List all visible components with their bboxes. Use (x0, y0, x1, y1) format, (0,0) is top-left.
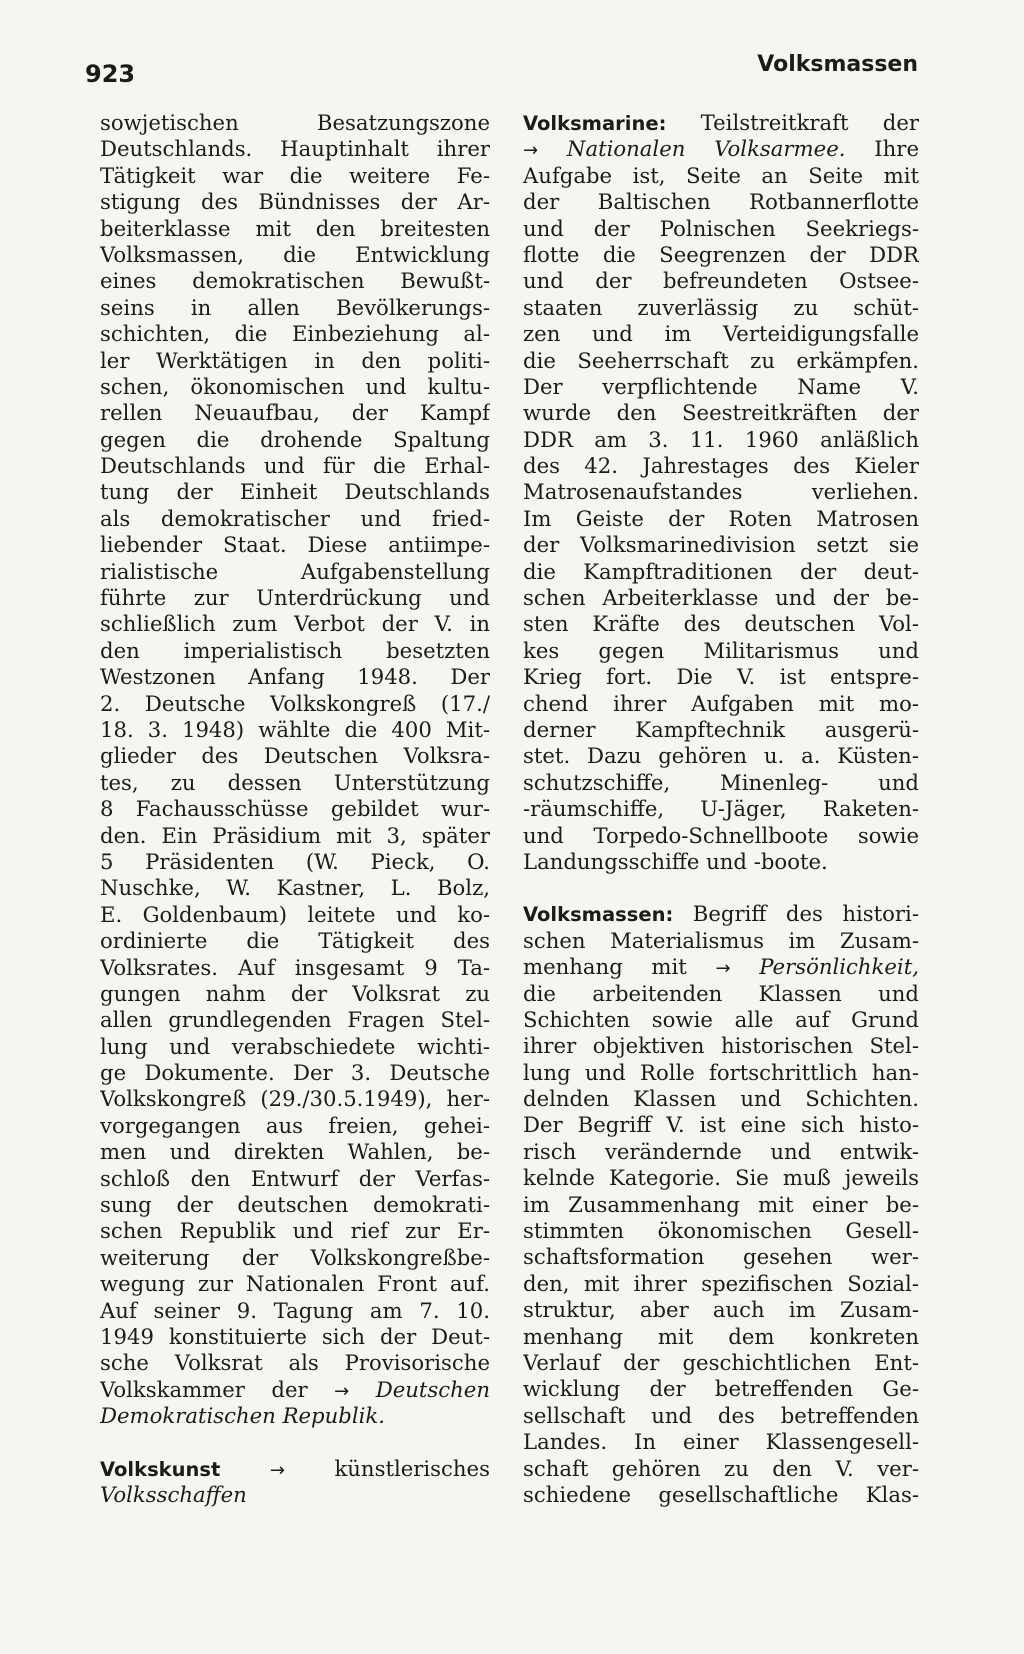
text-line: glieder des Deutschen Volksra- (100, 743, 490, 769)
text-line: ihrer objektiven historischen Stel- (523, 1033, 919, 1059)
text-line: Tätigkeit war die weitere Fe- (100, 162, 490, 188)
text-line (523, 954, 919, 980)
headword-volkskunst: Volkskunst (100, 1457, 221, 1481)
text-line (523, 110, 919, 136)
volksmassen-entry-body (523, 981, 919, 1509)
text-line (100, 1482, 490, 1508)
cross-reference-arrow-icon: → (715, 958, 731, 980)
volksmarine-entry-body (523, 163, 919, 876)
entry-gap (523, 875, 919, 901)
entry-gap (100, 1430, 490, 1456)
text-line: allen grundlegenden Fragen Stel- (100, 1007, 490, 1033)
text-line: 8 Fachausschüsse gebildet wur- (100, 796, 490, 822)
text-line: struktur, aber auch im Zusam- (523, 1297, 919, 1323)
text-line: sten Kräfte des deutschen Vol- (523, 611, 919, 637)
text-line (100, 1403, 490, 1429)
text-line: menhang mit dem konkreten (523, 1323, 919, 1349)
text-line: lung und Rolle fortschrittlich han- (523, 1059, 919, 1085)
text-line: delnden Klassen und Schichten. (523, 1086, 919, 1112)
text-line: schutzschiffe, Minenleg- und (523, 769, 919, 795)
text-line: des 42. Jahrestages des Kieler (523, 453, 919, 479)
text-line: gegen die drohende Spaltung (100, 426, 490, 452)
text-line: beiterklasse mit den breitesten (100, 215, 490, 241)
text-line: schen Republik und rief zur Er- (100, 1218, 490, 1244)
text-line: zen und im Verteidigungsfalle (523, 321, 919, 347)
text-fragment: Ihre (874, 136, 919, 162)
text-line: -räumschiffe, U-Jäger, Raketen- (523, 796, 919, 822)
text-line: schaft gehören zu den V. ver- (523, 1455, 919, 1481)
page-number: 923 (85, 60, 136, 88)
cross-reference-link[interactable]: Deutschen (375, 1376, 490, 1402)
text-line: DDR am 3. 11. 1960 anläßlich (523, 426, 919, 452)
text-line: ordinierte die Tätigkeit des (100, 928, 490, 954)
text-line: schen Arbeiterklasse und der be- (523, 585, 919, 611)
text-line: und Torpedo-Schnellboote sowie (523, 822, 919, 848)
text-line: die Kampftraditionen der deut- (523, 558, 919, 584)
text-line: Deutschlands. Hauptinhalt ihrer (100, 136, 490, 162)
text-line: lung und verabschiedete wichti- (100, 1033, 490, 1059)
text-line (100, 1456, 490, 1482)
text-line: die Seeherrschaft zu erkämpfen. (523, 347, 919, 373)
text-line: schließlich zum Verbot der V. in (100, 611, 490, 637)
text-line: der Volksmarinedivision setzt sie (523, 532, 919, 558)
text-line: sche Volksrat als Provisorische (100, 1350, 490, 1376)
text-line: stet. Dazu gehören u. a. Küsten- (523, 743, 919, 769)
text-line: tes, zu dessen Unterstützung (100, 769, 490, 795)
cross-reference-link[interactable]: Persönlichkeit, (759, 954, 919, 980)
cross-reference-link[interactable]: Demokratischen Republik. (100, 1403, 385, 1429)
left-column (100, 110, 490, 1508)
text-line: Schichten sowie alle auf Grund (523, 1006, 919, 1032)
text-line: Deutschlands und für die Erhal- (100, 453, 490, 479)
text-line: kelnde Kategorie. Sie muß jeweils (523, 1165, 919, 1191)
text-line: ge Dokumente. Der 3. Deutsche (100, 1060, 490, 1086)
text-fragment: künstlerisches (334, 1455, 490, 1481)
text-line: führte zur Unterdrückung und (100, 585, 490, 611)
text-line: ler Werktätigen in den politi- (100, 347, 490, 373)
text-line: wurde den Seestreitkräften der (523, 400, 919, 426)
text-line: kes gegen Militarismus und (523, 637, 919, 663)
cross-reference-link[interactable]: Nationalen Volksarmee. (566, 136, 846, 162)
text-line: Nuschke, W. Kastner, L. Bolz, (100, 875, 490, 901)
text-line: E. Goldenbaum) leitete und ko- (100, 901, 490, 927)
cross-reference-arrow-icon: → (269, 1459, 285, 1481)
text-line (523, 136, 919, 162)
headword-volksmassen: Volksmassen: (523, 903, 674, 927)
text-line: als demokratischer und fried- (100, 505, 490, 531)
text-line: schichten, die Einbeziehung al- (100, 321, 490, 347)
text-line: Landungsschiffe und -boote. (523, 848, 828, 874)
text-line: sowjetischen Besatzungszone (100, 110, 490, 135)
text-line (100, 1377, 490, 1403)
text-line: wegung zur Nationalen Front auf. (100, 1271, 490, 1297)
text-line: Der verpflichtende Name V. (523, 373, 919, 399)
text-line: gungen nahm der Volksrat zu (100, 980, 490, 1006)
text-line: Krieg fort. Die V. ist entspre- (523, 664, 919, 690)
text-fragment: menhang mit (523, 954, 687, 980)
text-line: schen Materialismus im Zusam- (523, 927, 919, 953)
text-line: die arbeitenden Klassen und (523, 980, 919, 1006)
text-line: der Baltischen Rotbannerflotte (523, 189, 919, 215)
text-line: Volksrates. Auf insgesamt 9 Ta- (100, 954, 490, 980)
text-line: sellschaft und des betreffenden (523, 1402, 919, 1428)
text-fragment: Teilstreitkraft der (700, 110, 919, 135)
text-line: schen, ökonomischen und kultu- (100, 373, 490, 399)
text-line: Landes. In einer Klassengesell- (523, 1429, 919, 1455)
text-line: staaten zuverlässig zu schüt- (523, 294, 919, 320)
text-line (523, 901, 919, 927)
text-line: Im Geiste der Roten Matrosen (523, 505, 919, 531)
text-line: chend ihrer Aufgaben mit mo- (523, 690, 919, 716)
text-line: 5 Präsidenten (W. Pieck, O. (100, 848, 490, 874)
text-fragment: Volkskammer der (100, 1376, 308, 1402)
text-line: Volkskongreß (29./30.5.1949), her- (100, 1086, 490, 1112)
text-line: men und direkten Wahlen, be- (100, 1139, 490, 1165)
cross-reference-arrow-icon: → (523, 140, 539, 162)
text-line: schloß den Entwurf der Verfas- (100, 1165, 490, 1191)
text-line: 2. Deutsche Volkskongreß (17./ (100, 690, 490, 716)
text-line: vorgegangen aus freien, gehei- (100, 1112, 490, 1138)
text-line: Auf seiner 9. Tagung am 7. 10. (100, 1297, 490, 1323)
cross-reference-link[interactable]: Volksschaffen (100, 1481, 247, 1507)
volksrat-entry-continuation (100, 110, 490, 1377)
text-fragment: Begriff des histori- (692, 901, 919, 927)
text-line: sung der deutschen demokrati- (100, 1192, 490, 1218)
text-line: stimmten ökonomischen Gesell- (523, 1218, 919, 1244)
right-column (523, 110, 919, 1508)
text-line: den imperialistisch besetzten (100, 637, 490, 663)
text-line: Westzonen Anfang 1948. Der (100, 664, 490, 690)
text-line: schiedene gesellschaftliche Klas- (523, 1481, 919, 1507)
text-line: den, mit ihrer spezifischen Sozial- (523, 1270, 919, 1296)
text-line: und der befreundeten Ostsee- (523, 268, 919, 294)
running-head: Volksmassen (757, 52, 918, 77)
cross-reference-arrow-icon: → (334, 1380, 350, 1402)
text-line: tung der Einheit Deutschlands (100, 479, 490, 505)
text-line: 1949 konstituierte sich der Deut- (100, 1323, 490, 1349)
headword-volksmarine: Volksmarine: (523, 112, 667, 135)
text-line: seins in allen Bevölkerungs- (100, 294, 490, 320)
text-line: Verlauf der geschichtlichen Ent- (523, 1349, 919, 1375)
text-line: weiterung der Volkskongreßbe- (100, 1244, 490, 1270)
text-line: den. Ein Präsidium mit 3, später (100, 822, 490, 848)
text-line: risch verändernde und entwik- (523, 1138, 919, 1164)
text-line: und der Polnischen Seekriegs- (523, 215, 919, 241)
text-line: schaftsformation gesehen wer- (523, 1244, 919, 1270)
text-line: im Zusammenhang mit einer be- (523, 1191, 919, 1217)
text-line: rialistische Aufgabenstellung (100, 558, 490, 584)
text-line: eines demokratischen Bewußt- (100, 268, 490, 294)
text-line: Matrosenaufstandes verliehen. (523, 479, 919, 505)
text-line: wicklung der betreffenden Ge- (523, 1376, 919, 1402)
text-line: liebender Staat. Diese antiimpe- (100, 532, 490, 558)
text-line: derner Kampftechnik ausgerü- (523, 716, 919, 742)
text-line: stigung des Bündnisses der Ar- (100, 189, 490, 215)
text-line: Volksmassen, die Entwicklung (100, 241, 490, 267)
text-line: Der Begriff V. ist eine sich histo- (523, 1112, 919, 1138)
text-line: rellen Neuaufbau, der Kampf (100, 400, 490, 426)
text-line: 18. 3. 1948) wählte die 400 Mit- (100, 716, 490, 742)
text-line: flotte die Seegrenzen der DDR (523, 241, 919, 267)
text-line: Aufgabe ist, Seite an Seite mit (523, 162, 919, 188)
